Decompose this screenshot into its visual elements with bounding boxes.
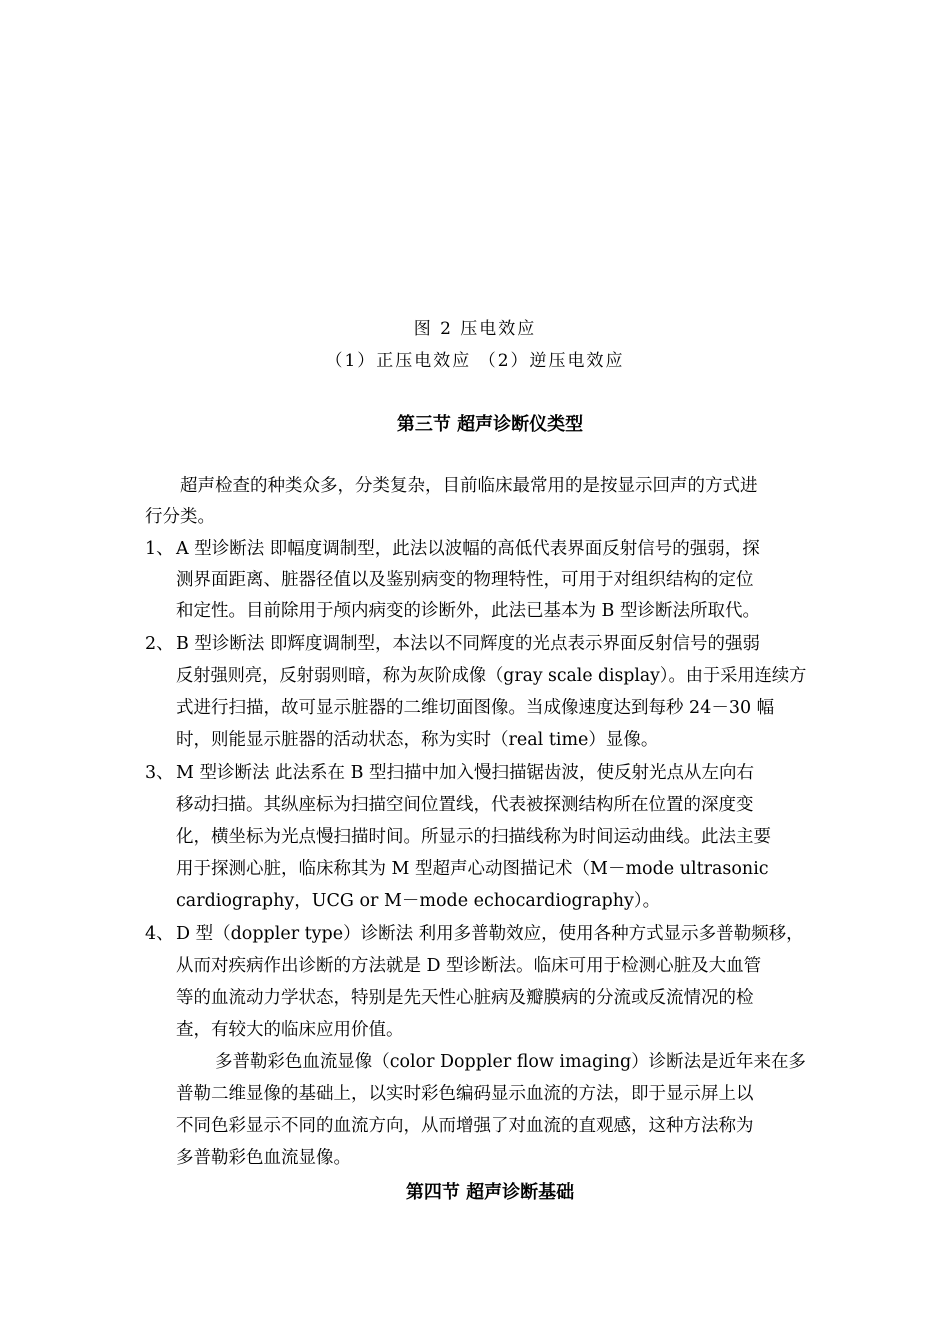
list-item-line: 时，则能显示脏器的活动状态，称为实时（real time）显像。 — [176, 730, 659, 750]
list-number: 1、 — [145, 539, 174, 559]
section-title: 第三节 超声诊断仪类型 — [396, 414, 584, 435]
list-item-line: 测界面距离、脏器径值以及鉴别病变的物理特性，可用于对组织结构的定位 — [176, 570, 754, 590]
list-item-line: D 型（doppler type）诊断法 利用多普勒效应，使用各种方式显示多普勒频移， — [176, 924, 804, 944]
list-item-line: 查，有较大的临床应用价值。 — [176, 1020, 404, 1040]
list-number: 2、 — [145, 634, 174, 654]
list-item-line: 等的血流动力学状态，特别是先天性心脏病及瓣膜病的分流或反流情况的检 — [176, 988, 754, 1008]
list-number: 3、 — [145, 763, 174, 783]
list-number: 4、 — [145, 924, 174, 944]
list-item-line: 从而对疾病作出诊断的方法就是 D 型诊断法。临床可用于检测心脏及大血管 — [176, 956, 762, 976]
list-item-line: 和定性。目前除用于颅内病变的诊断外，此法已基本为 B 型诊断法所取代。 — [176, 601, 760, 621]
list-item-line: 反射强则亮，反射弱则暗，称为灰阶成像（gray scale display）。由于采用连续方 — [176, 666, 807, 686]
paragraph-line: 不同色彩显示不同的血流方向，从而增强了对血流的直观感，这种方法称为 — [176, 1116, 754, 1136]
list-item-line: 用于探测心脏，临床称其为 M 型超声心动图描记术（M－mode ultrasonic — [176, 859, 769, 879]
paragraph-line: 普勒二维显像的基础上，以实时彩色编码显示血流的方法，即于显示屏上以 — [176, 1084, 754, 1104]
figure-caption: 图 2 压电效应 — [413, 319, 537, 339]
list-item-line: M 型诊断法 此法系在 B 型扫描中加入慢扫描锯齿波，使反射光点从左向右 — [176, 763, 755, 783]
intro-line: 超声检查的种类众多，分类复杂，目前临床最常用的是按显示回声的方式进 — [180, 476, 758, 496]
paragraph-line: 多普勒彩色血流显像（color Doppler flow imaging）诊断法是近年来在多 — [215, 1052, 806, 1072]
figure-subcaption: （1）正压电效应 （2）逆压电效应 — [325, 351, 625, 371]
list-item-line: 移动扫描。其纵座标为扫描空间位置线，代表被探测结构所在位置的深度变 — [176, 795, 754, 815]
list-item-line: B 型诊断法 即辉度调制型，本法以不同辉度的光点表示界面反射信号的强弱 — [176, 634, 760, 654]
list-item-line: A 型诊断法 即幅度调制型，此法以波幅的高低代表界面反射信号的强弱，探 — [176, 539, 760, 559]
section-title: 第四节 超声诊断基础 — [405, 1182, 575, 1203]
paragraph-line: 多普勒彩色血流显像。 — [176, 1148, 351, 1168]
list-item-line: 化，横坐标为光点慢扫描时间。所显示的扫描线称为时间运动曲线。此法主要 — [176, 827, 771, 847]
list-item-line: 式进行扫描，故可显示脏器的二维切面图像。当成像速度达到每秒 24－30 幅 — [176, 698, 775, 718]
list-item-line: cardiography，UCG or M－mode echocardiography）。 — [176, 891, 661, 911]
intro-line: 行分类。 — [145, 507, 215, 527]
